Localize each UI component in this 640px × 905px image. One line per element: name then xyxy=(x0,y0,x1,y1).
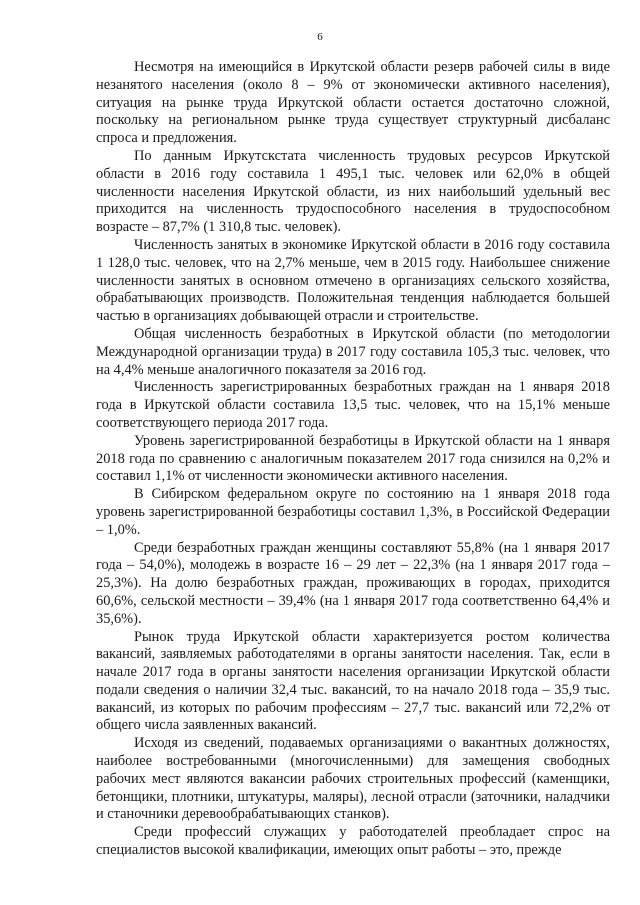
paragraph-unemployment-level: Уровень зарегистрированной безработицы в Иркутской области на 1 января 2018 года по сравнению с аналогичным показателем 2017 года снизился на 0,2% и составил 1,1% от численности экономически активного населения. xyxy=(96,432,610,485)
paragraph-unemployed-structure: Среди безработных граждан женщины составляют 55,8% (на 1 января 2017 года – 54,0%), молодежь в возрасте 16 – 29 лет – 22,3% (на 1 января 2017 года – 25,3%). На долю безработных граждан, проживающих в городах, приходится 60,6%, сельской местности – 39,4% (на 1 января 2017 года соответственно 64,4% и 35,6%). xyxy=(96,539,610,627)
paragraph-employed: Численность занятых в экономике Иркутской области в 2016 году составила 1 128,0 тыс. человек, что на 2,7% меньше, чем в 2015 году. Наибольшее снижение численности занятых в основном отмечено в организациях сельского хозяйства, обрабатывающих производств. Положительная тенденция наблюдается большей частью в организациях добывающей отрасли и строительстве. xyxy=(96,236,610,325)
paragraph-vacancies: Рынок труда Иркутской области характеризуется ростом количества вакансий, заявляемых работодателями в органы занятости населения. Так, если в начале 2017 года в органы занятости населения организации Иркутской области подали сведения о наличии 32,4 тыс. вакансий, то на начало 2018 года – 35,9 тыс. вакансий, из которых по рабочим профессиям – 27,7 тыс. вакансий или 72,2% от общего числа заявленных вакансий. xyxy=(96,628,610,734)
page-number: 6 xyxy=(317,31,323,43)
paragraph-office-professions: Среди профессий служащих у работодателей преобладает спрос на специалистов высокой квалификации, имеющих опыт работы – это, прежде xyxy=(96,824,610,859)
paragraph-demanded-professions: Исходя из сведений, подаваемых организациями о вакантных должностях, наиболее востребованными (многочисленными) для замещения свободных рабочих мест являются вакансии рабочих строительных профессий (каменщики, бетонщики, плотники, штукатуры, маляры), лесной отрасли (заточники, наладчики и станочники деревообрабатывающих станков). xyxy=(96,735,610,823)
paragraph-labor-resources: По данным Иркутскстата численность трудовых ресурсов Иркутской области в 2016 году составила 1 495,1 тыс. человек или 62,0% в общей численности населения Иркутской области, из них наибольший удельный вес приходится на численность трудоспособного населения в трудоспособном возрасте – 87,7% (1 310,8 тыс. человек). xyxy=(96,147,610,236)
paragraph-registered-unemployed: Численность зарегистрированных безработных граждан на 1 января 2018 года в Иркутской области составила 13,5 тыс. человек, что на 15,1% меньше соответствующего периода 2017 года. xyxy=(96,379,610,431)
paragraph-siberian-district: В Сибирском федеральном округе по состоянию на 1 января 2018 года уровень зарегистрированной безработицы составил 1,3%, в Российской Федерации – 1,0%. xyxy=(96,486,610,538)
document-body xyxy=(96,59,610,860)
paragraph-labor-reserve: Несмотря на имеющийся в Иркутской области резерв рабочей силы в виде незанятого населения (около 8 – 9% от экономически активного населения), ситуация на рынке труда Иркутской области остается достаточно сложной, поскольку на региональном рынке труда существует структурный дисбаланс спроса и предложения. xyxy=(96,59,610,147)
paragraph-unemployed-total: Общая численность безработных в Иркутской области (по методологии Международной организации труда) в 2017 году составила 105,3 тыс. человек, что на 4,4% меньше аналогичного показателя за 2016 год. xyxy=(96,325,610,378)
